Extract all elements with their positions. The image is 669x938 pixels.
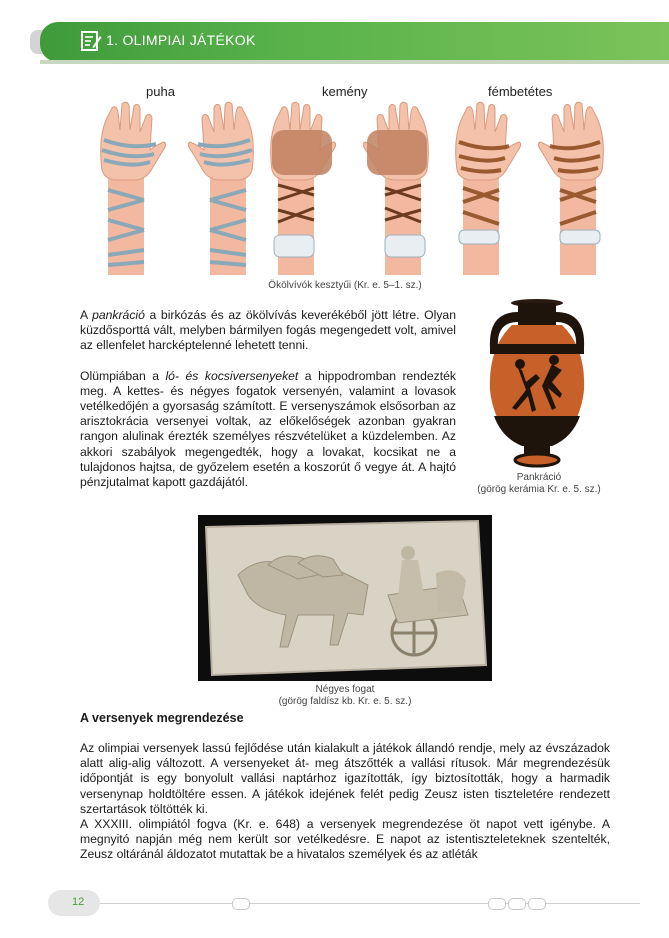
footer-line (100, 903, 640, 904)
soft-glove-right (188, 102, 253, 275)
section-title: A versenyek megrendezése (80, 711, 244, 725)
chapter-title: 1. OLIMPIAI JÁTÉKOK (106, 32, 256, 48)
paragraph-organisation: Az olimpiai versenyek lassú fejlődése után kialakult a játékok állandó rendje, mely az évszázadok alatt alig-alig változott. A versenyeket át- meg átszőtték a vallási rítusok. Már megrendezésük időpontját is egy bonyolult vallási naptárhoz igazították, így biztosították, hogy a harmadik versenynap holdtöltére essen. A játékok idejének felét pedig Zeusz isten tiszteletére rendezett szertartások töltötték ki. (80, 741, 610, 816)
footer-ornament-1 (232, 898, 250, 910)
notebook-icon (80, 30, 102, 52)
footer-ornament-3 (508, 898, 526, 910)
vase-caption: Pankráció (görög kerámia Kr. e. 5. sz.) (477, 472, 601, 495)
paragraph-horse-races: Olümpiában a ló- és kocsiversenyeket a hippodromban rendezték meg. A kettes- és négyes fogatok versenyén, valamint a lovasok vetélkedőjén a gyorsaság számított. E versenyszámok elsősorban az arisztokrácia versenyei voltak, az előkelőségek azonban gyakran rangon alulinak érezték személyes részvételüket a küzdelemben. Az akkori szabályok megengedték, hogy a lovakat, kocsikat ne a tulajdonos hajtsa, de győzelem esetén a koszorút ő vegye át. A hajtó pénzjutalmat kapott gazdájától. (80, 368, 456, 490)
glove-label-hard: kemény (322, 84, 368, 99)
quadriga-relief-image (198, 515, 492, 681)
soft-glove-left (101, 102, 166, 275)
glove-label-soft: puha (146, 84, 175, 99)
text-block-organisation (80, 741, 610, 863)
gloves-caption: Ökölvívók kesztyűi (Kr. e. 5–1. sz.) (268, 280, 422, 291)
glove-label-metal: fémbetétes (488, 84, 553, 99)
text-block-pankration (80, 308, 456, 490)
relief-caption: Négyes fogat (görög faldísz kb. Kr. e. 5. sz.) (278, 684, 412, 707)
metal-glove-right (538, 102, 603, 275)
footer-ornament-2 (488, 898, 506, 910)
paragraph-five-days: A XXXIII. olimpiától fogva (Kr. e. 648) a versenyek megrendezése öt napot vett igénybe. A megnyitó napján még nem került sor vetélkedésre. E napot az istentiszteleteknek szentelték, Zeusz oltáránál áldozatot mutattak be a hivatalos személyek és az atléták (80, 817, 610, 862)
header-underline (40, 60, 669, 64)
hard-glove-right (363, 102, 428, 275)
pankration-vase-image (482, 298, 592, 468)
metal-glove-left (456, 102, 521, 275)
page-number: 12 (72, 896, 85, 908)
paragraph-pankration: A pankráció a birkózás és az ökölvívás keverékéből jött létre. Olyan küzdősporttá vált, melyben bármilyen fogás megengedett volt, amivel az ellenfelet harcképtelenné lehetett tenni. (80, 308, 456, 353)
boxing-gloves-illustration (92, 100, 612, 278)
footer-ornament-4 (528, 898, 546, 910)
hard-glove-left (271, 102, 336, 275)
